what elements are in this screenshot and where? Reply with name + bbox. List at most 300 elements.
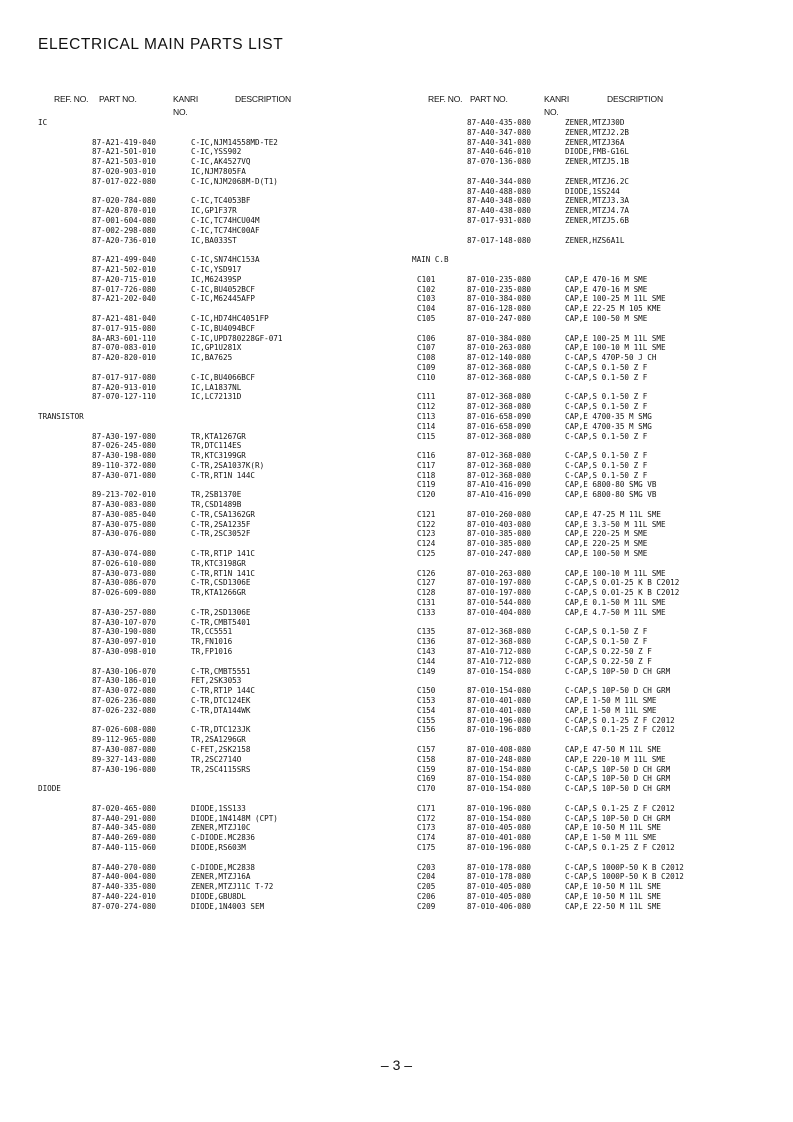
- description: C-CAP,S 0.1-25 Z F C2012: [565, 803, 675, 813]
- ref-no: C169: [417, 774, 436, 784]
- row-spacer: [412, 167, 757, 177]
- row-spacer: [38, 402, 383, 412]
- description: C-CAP,S 0.1-25 Z F C2012: [565, 715, 675, 725]
- row-spacer: [412, 245, 757, 255]
- ref-no: C125: [417, 549, 436, 559]
- ref-no: C128: [417, 588, 436, 598]
- description: TR,CSD1489B: [191, 500, 242, 510]
- description: C-IC,YSD917: [191, 264, 242, 274]
- part-row: [38, 755, 383, 765]
- ref-no: C108: [417, 353, 436, 363]
- description: CAP,E 220-10 M 11L SME: [565, 754, 666, 764]
- ref-no: C101: [417, 274, 436, 284]
- description: ZENER,MTZJ5.6B: [565, 215, 630, 225]
- part-row: [38, 206, 383, 216]
- ref-no: C122: [417, 519, 436, 529]
- part-no: 87-A40-646-010: [467, 147, 532, 157]
- description: CAP,E 1-50 M 11L SME: [565, 833, 657, 843]
- part-no: 87-012-368-080: [467, 627, 532, 637]
- description: C-IC,TC74HC00AF: [191, 225, 260, 235]
- part-row: [38, 696, 383, 706]
- description: CAP,E 100-10 M 11L SME: [565, 568, 666, 578]
- ref-no: C157: [417, 745, 436, 754]
- description: ZENER,MTZJ6.2C: [565, 176, 630, 186]
- description: C-IC,BU4094BCF: [191, 323, 256, 333]
- part-row: [412, 872, 757, 882]
- part-no: 87-A21-481-040: [92, 313, 157, 323]
- kanri-no-header: NO.: [544, 107, 559, 117]
- part-no: 89-327-143-080: [92, 754, 157, 764]
- description: DIODE,1SS244: [565, 186, 620, 196]
- description: C-IC,SN74HC153A: [191, 255, 260, 265]
- row-spacer: [38, 363, 383, 373]
- part-no: 87-010-178-080: [467, 862, 532, 872]
- description: IC,NJM7805FA: [191, 166, 246, 176]
- description: C-FET,2SK2158: [191, 745, 251, 754]
- description: TR,DTC114ES: [191, 441, 242, 451]
- part-no: 87-010-154-080: [467, 784, 532, 794]
- part-no: 87-A40-341-080: [467, 137, 532, 147]
- ref-no: C105: [417, 313, 436, 323]
- description: C-CAP,S 0.1-25 Z F C2012: [565, 842, 675, 852]
- part-no: 87-010-401-080: [467, 833, 532, 843]
- description: ZENER,MTZJ5.1B: [565, 157, 630, 167]
- description: TR,2SC2714O: [191, 754, 242, 764]
- description: C-CAP,S 10P-50 D CH GRM: [565, 764, 671, 774]
- part-no: 87-A40-269-080: [92, 833, 157, 843]
- part-no: 87-012-368-080: [467, 637, 532, 647]
- part-row: [412, 294, 757, 304]
- part-row: [412, 569, 757, 579]
- part-no: 87-A21-419-040: [92, 137, 157, 147]
- part-no: 87-A40-004-080: [92, 872, 157, 882]
- part-no: 87-026-236-080: [92, 696, 157, 706]
- ref-no: C114: [417, 421, 436, 431]
- part-no: 87-010-403-080: [467, 519, 532, 529]
- description: CAP,E 22-25 M 105 KME: [565, 304, 662, 314]
- ref-no: C126: [417, 568, 436, 578]
- part-no: 87-070-083-010: [92, 343, 157, 353]
- part-no: 87-A10-416-090: [467, 480, 532, 490]
- description: C-CAP,S 10P-50 D CH GRM: [565, 784, 671, 794]
- description: C-IC,NJM14558MD-TE2: [191, 137, 278, 147]
- part-row: [38, 520, 383, 530]
- part-no: 87-010-154-080: [467, 764, 532, 774]
- description: IC,LA1837NL: [191, 382, 242, 392]
- ref-no: C155: [417, 715, 436, 725]
- description: C-TR,2SD1306E: [191, 607, 251, 617]
- description: DIODE,1SS133: [191, 803, 246, 813]
- part-row: [38, 500, 383, 510]
- part-no: 87-010-406-080: [467, 901, 532, 911]
- part-no: 87-A10-416-090: [467, 490, 532, 500]
- ref-no: C136: [417, 637, 436, 647]
- part-no: 87-012-368-080: [467, 431, 532, 441]
- part-no: 87-A30-097-010: [92, 637, 157, 647]
- ref-no-header: REF. NO.: [54, 94, 89, 104]
- part-row: [412, 157, 757, 167]
- part-no: 87-010-401-080: [467, 705, 532, 715]
- part-row: [38, 216, 383, 226]
- part-no: 87-010-154-080: [467, 774, 532, 784]
- part-row: [412, 667, 757, 677]
- part-row: [38, 676, 383, 686]
- part-row: [412, 804, 757, 814]
- part-row: [38, 627, 383, 637]
- row-spacer: [38, 245, 383, 255]
- part-row: [38, 147, 383, 157]
- ref-no: C104: [417, 304, 436, 314]
- description: C-IC,M62445AFP: [191, 294, 256, 304]
- part-row: [412, 902, 757, 912]
- part-no: 87-010-405-080: [467, 891, 532, 901]
- part-no: 89-110-372-080: [92, 460, 157, 470]
- row-spacer: [38, 539, 383, 549]
- description: CAP,E 10-50 M 11L SME: [565, 823, 662, 833]
- part-row: [412, 196, 757, 206]
- row-spacer: [412, 559, 757, 569]
- description: C-CAP,S 10P-50 D CH GRM: [565, 774, 671, 784]
- row-spacer: [38, 853, 383, 863]
- part-row: [412, 147, 757, 157]
- description: DIODE,1N4148M (CPT): [191, 813, 278, 823]
- part-row: [38, 745, 383, 755]
- ref-no: C143: [417, 647, 436, 657]
- ref-no: C133: [417, 607, 436, 617]
- description: CAP,E 100-10 M 11L SME: [565, 343, 666, 353]
- description: C-DIODE,MC2838: [191, 862, 256, 872]
- part-row: [38, 490, 383, 500]
- part-row: [38, 177, 383, 187]
- description: C-TR,DTC123JK: [191, 725, 251, 735]
- row-spacer: [412, 794, 757, 804]
- description: CAP,E 4.7-50 M 11L SME: [565, 607, 666, 617]
- row-spacer: [412, 324, 757, 334]
- description: ZENER,MTZJ3.3A: [565, 196, 630, 206]
- section-heading: [38, 412, 383, 422]
- part-row: [38, 578, 383, 588]
- part-row: [412, 138, 757, 148]
- part-row: [412, 823, 757, 833]
- part-row: [412, 578, 757, 588]
- part-row: [412, 392, 757, 402]
- description: C-TR,RT1P 141C: [191, 549, 256, 559]
- part-no: 87-001-604-080: [92, 215, 157, 225]
- part-no: 87-A30-190-080: [92, 627, 157, 637]
- part-row: [38, 647, 383, 657]
- part-no: 87-010-401-080: [467, 696, 532, 706]
- part-row: [38, 343, 383, 353]
- part-no: 87-A40-270-080: [92, 862, 157, 872]
- description: C-CAP,S 0.1-50 Z F: [565, 451, 648, 461]
- description: TR,FP1016: [191, 647, 233, 657]
- part-row: [412, 686, 757, 696]
- description: CAP,E 470-16 M SME: [565, 284, 648, 294]
- part-no: 87-010-404-080: [467, 607, 532, 617]
- part-no: 87-A21-503-010: [92, 157, 157, 167]
- part-no: 87-012-368-080: [467, 460, 532, 470]
- ref-no: C159: [417, 764, 436, 774]
- description: CAP,E 220-25 M SME: [565, 529, 648, 539]
- part-row: [38, 872, 383, 882]
- part-row: [412, 549, 757, 559]
- description: C-IC,HD74HC4051FP: [191, 313, 269, 323]
- ref-no: C109: [417, 362, 436, 372]
- description: ZENER,MTZJ30D: [565, 118, 625, 127]
- description: DIODE,GBU8DL: [191, 891, 246, 901]
- part-row: [38, 814, 383, 824]
- description: DIODE,FMB-G16L: [565, 147, 630, 157]
- part-row: [412, 275, 757, 285]
- description: CAP,E 22-50 M 11L SME: [565, 901, 662, 911]
- row-spacer: [38, 794, 383, 804]
- part-row: [412, 774, 757, 784]
- part-no: 87-A40-291-080: [92, 813, 157, 823]
- part-no: 87-012-368-080: [467, 372, 532, 382]
- part-row: [38, 863, 383, 873]
- part-no: 87-010-263-080: [467, 343, 532, 353]
- part-no: 87-012-368-080: [467, 451, 532, 461]
- part-no: 87-A40-115-060: [92, 842, 157, 852]
- ref-no: C172: [417, 813, 436, 823]
- part-no: 8A-AR3-601-110: [92, 333, 157, 343]
- ref-no: C110: [417, 372, 436, 382]
- part-row: [412, 696, 757, 706]
- part-no: 87-010-235-080: [467, 274, 532, 284]
- part-row: [412, 725, 757, 735]
- description: C-TR,CSD1306E: [191, 578, 251, 588]
- row-spacer: [412, 500, 757, 510]
- part-no: 87-A21-202-040: [92, 294, 157, 304]
- part-row: [412, 128, 757, 138]
- description: CAP,E 470-16 M SME: [565, 274, 648, 284]
- part-row: [412, 657, 757, 667]
- part-no: 87-A30-083-080: [92, 500, 157, 510]
- part-no: 87-026-232-080: [92, 705, 157, 715]
- description: CAP,E 6800-80 SMG VB: [565, 480, 657, 490]
- description: CAP,E 4700-35 M SMG: [565, 421, 652, 431]
- left-parts-column: [38, 118, 383, 912]
- description: C-IC,BU4052BCF: [191, 284, 256, 294]
- part-row: [38, 314, 383, 324]
- part-row: [38, 471, 383, 481]
- part-no: 87-A40-224-010: [92, 891, 157, 901]
- row-spacer: [412, 735, 757, 745]
- description: CAP,E 100-25 M 11L SME: [565, 333, 666, 343]
- part-no: 87-010-408-080: [467, 745, 532, 754]
- part-no: 87-070-274-080: [92, 901, 157, 911]
- description: C-TR,CSA1362GR: [191, 509, 256, 519]
- section-heading-text: TRANSISTOR: [38, 411, 84, 421]
- description: CAP,E 100-25 M 11L SME: [565, 294, 666, 304]
- section-heading-text: DIODE: [38, 784, 61, 794]
- part-no: 87-010-235-080: [467, 284, 532, 294]
- right-parts-column: [412, 118, 757, 912]
- ref-no: C203: [417, 862, 436, 872]
- part-no: 87-A30-098-010: [92, 647, 157, 657]
- part-row: [38, 157, 383, 167]
- part-row: [412, 363, 757, 373]
- description-header: DESCRIPTION: [607, 94, 663, 104]
- ref-no: C115: [417, 431, 436, 441]
- part-row: [38, 637, 383, 647]
- description: FET,2SK3053: [191, 676, 242, 686]
- description: C-DIODE.MC2836: [191, 833, 256, 843]
- part-no: 87-017-917-080: [92, 372, 157, 382]
- page-title: ELECTRICAL MAIN PARTS LIST: [38, 36, 284, 53]
- part-row: [412, 490, 757, 500]
- part-row: [412, 216, 757, 226]
- part-no: 87-010-384-080: [467, 333, 532, 343]
- part-row: [412, 480, 757, 490]
- part-no: 87-017-915-080: [92, 323, 157, 333]
- description: IC,LC72131D: [191, 392, 242, 402]
- row-spacer: [38, 716, 383, 726]
- part-row: [412, 412, 757, 422]
- ref-no: C106: [417, 333, 436, 343]
- part-row: [412, 402, 757, 412]
- ref-no: C131: [417, 598, 436, 608]
- ref-no: C119: [417, 480, 436, 490]
- description: IC,BA033ST: [191, 235, 237, 245]
- part-row: [38, 265, 383, 275]
- part-no: 87-010-405-080: [467, 882, 532, 892]
- part-no: 87-020-465-080: [92, 803, 157, 813]
- row-spacer: [38, 187, 383, 197]
- part-row: [412, 304, 757, 314]
- part-no: 87-010-196-080: [467, 803, 532, 813]
- ref-no: C112: [417, 402, 436, 412]
- part-no: 87-010-385-080: [467, 529, 532, 539]
- kanri-no-header: NO.: [173, 107, 188, 117]
- part-row: [412, 539, 757, 549]
- part-row: [38, 441, 383, 451]
- description-header: DESCRIPTION: [235, 94, 291, 104]
- part-no: 87-010-260-080: [467, 509, 532, 519]
- part-no: 87-026-245-080: [92, 441, 157, 451]
- part-row: [38, 392, 383, 402]
- part-row: [38, 510, 383, 520]
- part-no: 87-010-263-080: [467, 568, 532, 578]
- part-row: [38, 275, 383, 285]
- part-no: 87-012-140-080: [467, 353, 532, 363]
- description: C-CAP,S 0.1-50 Z F: [565, 392, 648, 402]
- part-row: [412, 373, 757, 383]
- part-row: [38, 461, 383, 471]
- ref-no: C173: [417, 823, 436, 833]
- part-no: 87-A30-087-080: [92, 745, 157, 754]
- part-no: 87-002-298-080: [92, 225, 157, 235]
- part-row: [412, 765, 757, 775]
- part-row: [38, 588, 383, 598]
- row-spacer: [412, 226, 757, 236]
- part-no: 87-A40-438-080: [467, 206, 532, 216]
- part-row: [412, 451, 757, 461]
- part-no: 87-A30-075-080: [92, 519, 157, 529]
- description: C-IC,BU4066BCF: [191, 372, 256, 382]
- description: C-TR,2SC3052F: [191, 529, 251, 539]
- part-row: [412, 520, 757, 530]
- description: C-CAP,S 0.01-25 K B C2012: [565, 578, 680, 588]
- description: CAP,E 220-25 M SME: [565, 539, 648, 549]
- description: C-CAP,S 0.1-25 Z F C2012: [565, 725, 675, 735]
- part-no-header: PART NO.: [99, 94, 137, 104]
- part-row: [412, 608, 757, 618]
- part-row: [38, 823, 383, 833]
- description: C-IC,AK4527VQ: [191, 157, 251, 167]
- description: CAP,E 100-50 M SME: [565, 313, 648, 323]
- part-row: [38, 353, 383, 363]
- ref-no: C107: [417, 343, 436, 353]
- part-no: 87-010-154-080: [467, 686, 532, 696]
- part-row: [412, 334, 757, 344]
- part-row: [38, 618, 383, 628]
- description: TR,KTA1266GR: [191, 588, 246, 598]
- part-no: 87-016-658-090: [467, 411, 532, 421]
- ref-no: C153: [417, 696, 436, 706]
- part-no: 87-017-022-080: [92, 176, 157, 186]
- part-no: 87-A40-435-080: [467, 118, 532, 127]
- ref-no: C209: [417, 901, 436, 911]
- ref-no: C121: [417, 509, 436, 519]
- part-row: [412, 187, 757, 197]
- part-row: [38, 725, 383, 735]
- part-no: 87-A30-107-070: [92, 617, 157, 627]
- ref-no: C118: [417, 470, 436, 480]
- part-row: [38, 373, 383, 383]
- ref-no: C111: [417, 392, 436, 402]
- ref-no: C205: [417, 882, 436, 892]
- part-row: [38, 255, 383, 265]
- part-no: 87-070-127-110: [92, 392, 157, 402]
- part-no: 87-A30-085-040: [92, 509, 157, 519]
- part-row: [38, 226, 383, 236]
- description: DIODE,1N4003 SEM: [191, 901, 265, 911]
- ref-no: C171: [417, 803, 436, 813]
- part-no: 87-010-247-080: [467, 549, 532, 559]
- ref-no: C175: [417, 842, 436, 852]
- part-no: 87-016-658-090: [467, 421, 532, 431]
- ref-no: C102: [417, 284, 436, 294]
- section-heading: [38, 784, 383, 794]
- row-spacer: [38, 128, 383, 138]
- part-no: 87-012-368-080: [467, 362, 532, 372]
- part-row: [38, 196, 383, 206]
- description: C-TR,DTA144WK: [191, 705, 251, 715]
- ref-no: C156: [417, 725, 436, 735]
- part-no: 87-010-197-080: [467, 588, 532, 598]
- part-no: 87-010-385-080: [467, 539, 532, 549]
- ref-no: C103: [417, 294, 436, 304]
- part-no: 87-012-368-080: [467, 470, 532, 480]
- description: CAP,E 10-50 M 11L SME: [565, 882, 662, 892]
- description: ZENER,HZS6A1L: [565, 235, 625, 245]
- description: ZENER,MTZJ36A: [565, 137, 625, 147]
- part-no: 87-010-196-080: [467, 842, 532, 852]
- description: C-IC,TC74HCU04M: [191, 215, 260, 225]
- description: CAP,E 1-50 M 11L SME: [565, 696, 657, 706]
- part-no: 87-A30-072-080: [92, 686, 157, 696]
- part-no: 87-A30-076-080: [92, 529, 157, 539]
- part-row: [38, 843, 383, 853]
- description: C-TR,RT1N 144C: [191, 470, 256, 480]
- description: DIODE,RS603M: [191, 842, 246, 852]
- part-row: [38, 667, 383, 677]
- part-row: [38, 902, 383, 912]
- description: C-IC,UPD780228GF-071: [191, 333, 283, 343]
- part-no: 87-020-784-080: [92, 196, 157, 206]
- description: IC,BA7625: [191, 353, 233, 363]
